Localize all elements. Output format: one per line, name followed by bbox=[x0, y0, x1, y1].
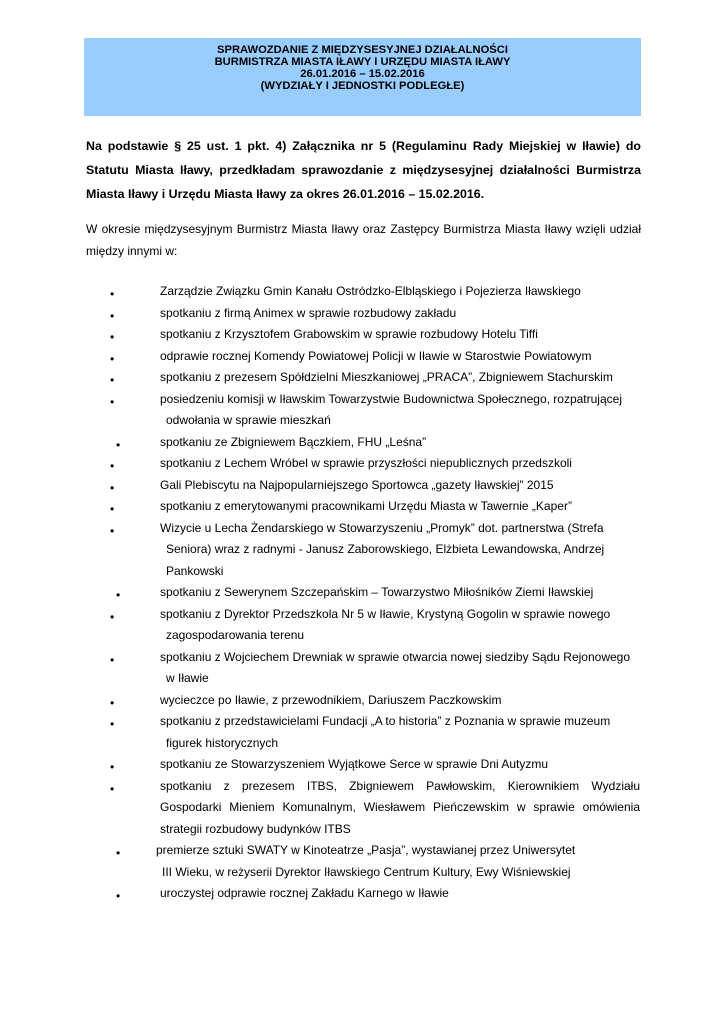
list-item-continuation: figurek historycznych bbox=[166, 735, 279, 750]
list-item-text bbox=[160, 582, 640, 604]
intro-paragraph: Na podstawie § 25 ust. 1 pkt. 4) Załącznika nr 5 (Regulaminu Rady Miejskiej w Iławie) do Statutu Miasta Iławy, przedkładam sprawozdanie z międzysesyjnej działalności Burmistrza Miasta Iławy i Urzędu Miasta Iławy za okres 26.01.2016 – 15.02.2016. bbox=[86, 139, 641, 201]
list-item-main: uroczystej odprawie rocznej Zakładu Karnego w Iławie bbox=[160, 886, 449, 900]
list-item-text bbox=[160, 754, 640, 776]
list-item-text bbox=[160, 432, 640, 454]
list-item bbox=[0, 647, 725, 690]
list-item-text bbox=[160, 453, 640, 475]
list-item bbox=[0, 690, 725, 712]
list-item bbox=[0, 324, 725, 346]
list-item-text bbox=[160, 776, 640, 841]
bullet-icon: • bbox=[116, 437, 121, 452]
list-item-text bbox=[160, 367, 640, 389]
list-item-continuation: Seniora) wraz z radnymi - Janusz Zaborowskiego, Elżbieta Lewandowska, Andrzej Pankowski bbox=[166, 542, 605, 578]
list-item-text bbox=[160, 281, 640, 303]
list-item-continuation: zagospodarowania terenu bbox=[166, 628, 305, 642]
list-item-main: spotkaniu z Dyrektor Przedszkola Nr 5 w Iławie, Krystyną Gogolin w sprawie nowego bbox=[160, 606, 611, 621]
list-item-main: Gali Plebiscytu na Najpopularniejszego Sportowca „gazety Iławskiej” 2015 bbox=[160, 477, 554, 492]
list-item-main: Zarządzie Związku Gmin Kanału Ostródzko-Elbląskiego i Pojezierza Iławskiego bbox=[160, 284, 581, 298]
activity-list bbox=[0, 281, 725, 905]
list-item-text bbox=[160, 690, 640, 712]
list-item-main: spotkaniu ze Zbigniewem Bączkiem, FHU „Leśna” bbox=[160, 434, 427, 449]
bullet-icon: • bbox=[116, 889, 121, 903]
list-item-continuation: odwołania w sprawie mieszkań bbox=[166, 413, 331, 427]
list-item bbox=[0, 303, 725, 325]
list-item bbox=[0, 711, 725, 754]
list-item-text bbox=[160, 711, 640, 754]
list-item-text bbox=[160, 346, 640, 368]
list-item-main: spotkaniu ze Stowarzyszeniem Wyjątkowe Serce w sprawie Dni Autyzmu bbox=[160, 757, 549, 771]
list-item-continuation: III Wieku, w reżyserii Dyrektor Iławskiego Centrum Kultury, Ewy Wiśniewskiej bbox=[162, 864, 571, 879]
bullet-icon: • bbox=[116, 846, 121, 860]
bullet-icon: • bbox=[110, 502, 115, 516]
list-item-main: spotkaniu z emerytowanymi pracownikami Urzędu Miasta w Tawernie „Kaper” bbox=[160, 499, 572, 513]
bullet-icon: • bbox=[110, 652, 115, 667]
list-item-text bbox=[160, 496, 640, 518]
list-item-main: odprawie rocznej Komendy Powiatowej Policji w Iławie w Starostwie Powiatowym bbox=[160, 348, 592, 363]
list-item-text bbox=[160, 604, 640, 647]
report-header bbox=[84, 38, 641, 116]
list-item-text bbox=[156, 840, 636, 883]
list-item bbox=[0, 367, 725, 389]
list-item-text bbox=[160, 324, 640, 346]
bullet-icon: • bbox=[110, 781, 115, 796]
list-item bbox=[0, 883, 725, 905]
header-period: 26.01.2016 – 15.02.2016 bbox=[300, 68, 425, 80]
bullet-icon: • bbox=[110, 394, 115, 409]
bullet-icon: • bbox=[110, 609, 115, 624]
list-item-main: spotkaniu z firmą Animex w sprawie rozbudowy zakładu bbox=[160, 305, 457, 320]
list-item-continuation: w Iławie bbox=[166, 671, 209, 685]
bullet-icon: • bbox=[110, 287, 115, 301]
bullet-icon: • bbox=[110, 695, 115, 710]
list-item bbox=[0, 496, 725, 518]
bullet-icon: • bbox=[110, 308, 115, 323]
bullet-icon: • bbox=[110, 459, 115, 473]
list-item-text bbox=[160, 518, 640, 583]
list-item-text bbox=[160, 647, 640, 690]
list-item-main: posiedzeniu komisji w Iławskim Towarzystwie Budownictwa Społecznego, rozpatrującej bbox=[160, 391, 622, 406]
bullet-icon: • bbox=[116, 588, 121, 602]
list-item-main: spotkaniu z prezesem ITBS, Zbigniewem Pawłowskim, Kierownikiem Wydziału Gospodarki Mieniem Komunalnym, Wiesławem Pieńczewskim w sprawie omówienia strategii rozbudowy budynków ITBS bbox=[160, 778, 640, 836]
header-title: SPRAWOZDANIE Z MIĘDZYSESYJNEJ DZIAŁALNOŚCI bbox=[217, 44, 508, 56]
list-item bbox=[0, 754, 725, 776]
list-item bbox=[0, 346, 725, 368]
list-item bbox=[0, 582, 725, 604]
list-item-main: spotkaniu z Wojciechem Drewniak w sprawie otwarcia nowej siedziby Sądu Rejonowego bbox=[160, 649, 631, 664]
list-item bbox=[0, 604, 725, 647]
header-subtitle: BURMISTRZA MIASTA IŁAWY I URZĘDU MIASTA IŁAWY bbox=[214, 56, 511, 68]
list-item-main: spotkaniu z Krzysztofem Grabowskim w sprawie rozbudowy Hotelu Tiffi bbox=[160, 327, 538, 341]
list-item bbox=[0, 518, 725, 583]
list-item bbox=[0, 840, 725, 883]
list-item-main: spotkaniu z Lechem Wróbel w sprawie przyszłości niepublicznych przedszkoli bbox=[160, 456, 572, 470]
bullet-icon: • bbox=[110, 760, 115, 774]
list-item-text bbox=[160, 475, 640, 497]
list-item bbox=[0, 281, 725, 303]
bullet-icon: • bbox=[110, 330, 115, 344]
list-item bbox=[0, 453, 725, 475]
bullet-icon: • bbox=[110, 480, 115, 495]
list-item-text bbox=[160, 883, 640, 905]
bullet-icon: • bbox=[110, 523, 115, 538]
list-item bbox=[0, 776, 725, 841]
list-item-main: premierze sztuki SWATY w Kinoteatrze „Pasja”, wystawianej przez Uniwersytet bbox=[156, 843, 576, 857]
list-item bbox=[0, 475, 725, 497]
list-item-text bbox=[160, 303, 640, 325]
lead-paragraph: W okresie międzysesyjnym Burmistrz Miasta Iławy oraz Zastępcy Burmistrza Miasta Iławy wzięli udział między innymi w: bbox=[86, 222, 641, 258]
list-item-main: spotkaniu z prezesem Spółdzielni Mieszkaniowej „PRACA”, Zbigniewem Stachurskim bbox=[160, 370, 613, 384]
list-item-text bbox=[160, 389, 640, 432]
list-item-main: Wizycie u Lecha Żendarskiego w Stowarzyszeniu „Promyk” dot. partnerstwa (Strefa bbox=[160, 520, 604, 535]
header-scope: (WYDZIAŁY I JEDNOSTKI PODLEGŁE) bbox=[260, 80, 465, 92]
bullet-icon: • bbox=[110, 373, 115, 387]
list-item-main: spotkaniu z Sewerynem Szczepańskim – Towarzystwo Miłośników Ziemi Iławskiej bbox=[160, 585, 594, 599]
bullet-icon: • bbox=[110, 351, 115, 366]
bullet-icon: • bbox=[110, 717, 115, 731]
list-item bbox=[0, 432, 725, 454]
list-item-main: wycieczce po Iławie, z przewodnikiem, Dariuszem Paczkowskim bbox=[160, 692, 502, 707]
list-item bbox=[0, 389, 725, 432]
list-item-main: spotkaniu z przedstawicielami Fundacji „A to historia” z Poznania w sprawie muzeum bbox=[160, 714, 611, 728]
